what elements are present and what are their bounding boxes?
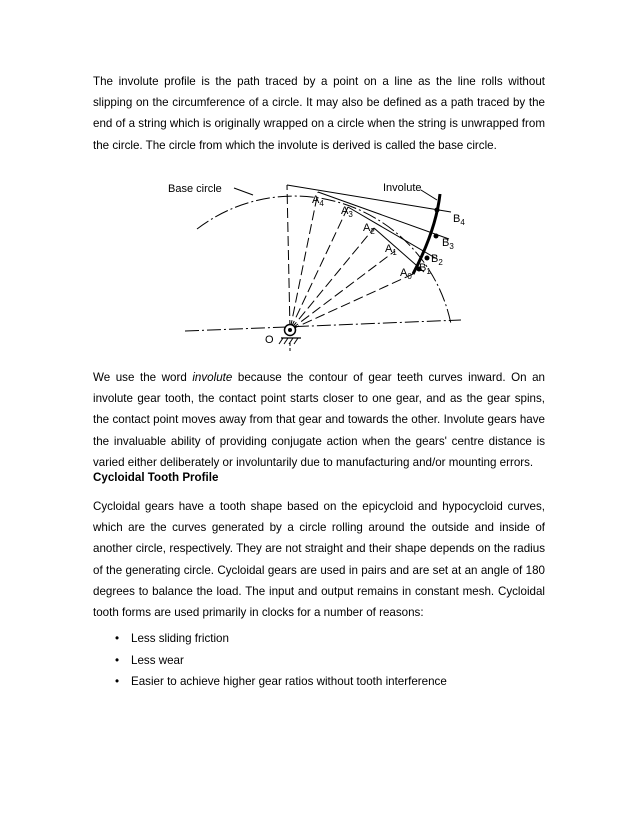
label-a0: $A_0$	[400, 267, 412, 281]
paragraph-cycloidal-description: Cycloidal gears have a tooth shape based on the epicycloid and hypocycloid curves, which are the curves generated by a circle rolling around the outside and inside of another circle, respectively. They are not straight and their shape depends on the radius of the generating circle. Cycloidal gears are used in pairs and are set at an angle of 180 degrees to balance the load. The input and output remains in constant mesh. Cycloidal tooth forms are used primarily in clocks for a number of reasons:	[93, 500, 545, 620]
label-b2: $B_2$	[431, 253, 443, 267]
list-item: • Easier to achieve higher gear ratios without tooth interference	[93, 671, 553, 693]
pivot-symbol	[279, 325, 301, 352]
involute-diagram	[155, 170, 475, 360]
para2-after: because the contour of gear teeth curves inward. On an involute gear tooth, the contact point starts closer to one gear, and as the gear spins, the contact point moves away from that gear and towards the other. Involute gears have the invaluable ability of providing conjugate action when the gears' centre distance is varied either deliberately or involuntarily due to manufacturing and/or mounting errors.	[93, 371, 546, 469]
list-item: • Less sliding friction	[93, 628, 553, 650]
involute-label: Involute	[383, 182, 422, 194]
base-circle-label: Base circle	[168, 183, 222, 195]
label-a4: $A_4$	[312, 194, 324, 208]
label-b4: $B_4$	[453, 213, 465, 227]
horizontal-center-line	[185, 320, 461, 331]
para2-emphasis: involute	[192, 371, 233, 384]
label-a3: $A_3$	[341, 205, 353, 219]
radial-lines	[287, 185, 413, 330]
para2-before: We use the word	[93, 371, 193, 384]
base-circle-pointer	[234, 188, 253, 195]
bullet-icon: •	[115, 653, 120, 667]
bullet-icon: •	[115, 632, 120, 645]
bullet-icon: •	[115, 675, 120, 689]
origin-label: O	[265, 334, 274, 346]
label-b1: $B_1$	[419, 262, 431, 276]
bullet-list	[93, 628, 553, 693]
list-item: • Less wear	[93, 650, 553, 672]
paragraph-involute-usage	[93, 367, 545, 473]
label-a2: $A_2$	[363, 222, 375, 236]
label-a1: $A_1$	[385, 243, 397, 257]
heading-cycloidal-tooth-profile: Cycloidal Tooth Profile	[93, 471, 219, 484]
label-b3: $B_3$	[442, 237, 454, 251]
involute-pointer	[421, 190, 437, 200]
paragraph-involute-definition: The involute profile is the path traced by a point on a line as the line rolls without slipping on the circumference of a circle. It may also be defined as a path traced by the end of a string which is originally wrapped on a circle when the string is unwrapped from the circle. The circle from which the involute is derived is called the base circle.	[93, 75, 545, 152]
